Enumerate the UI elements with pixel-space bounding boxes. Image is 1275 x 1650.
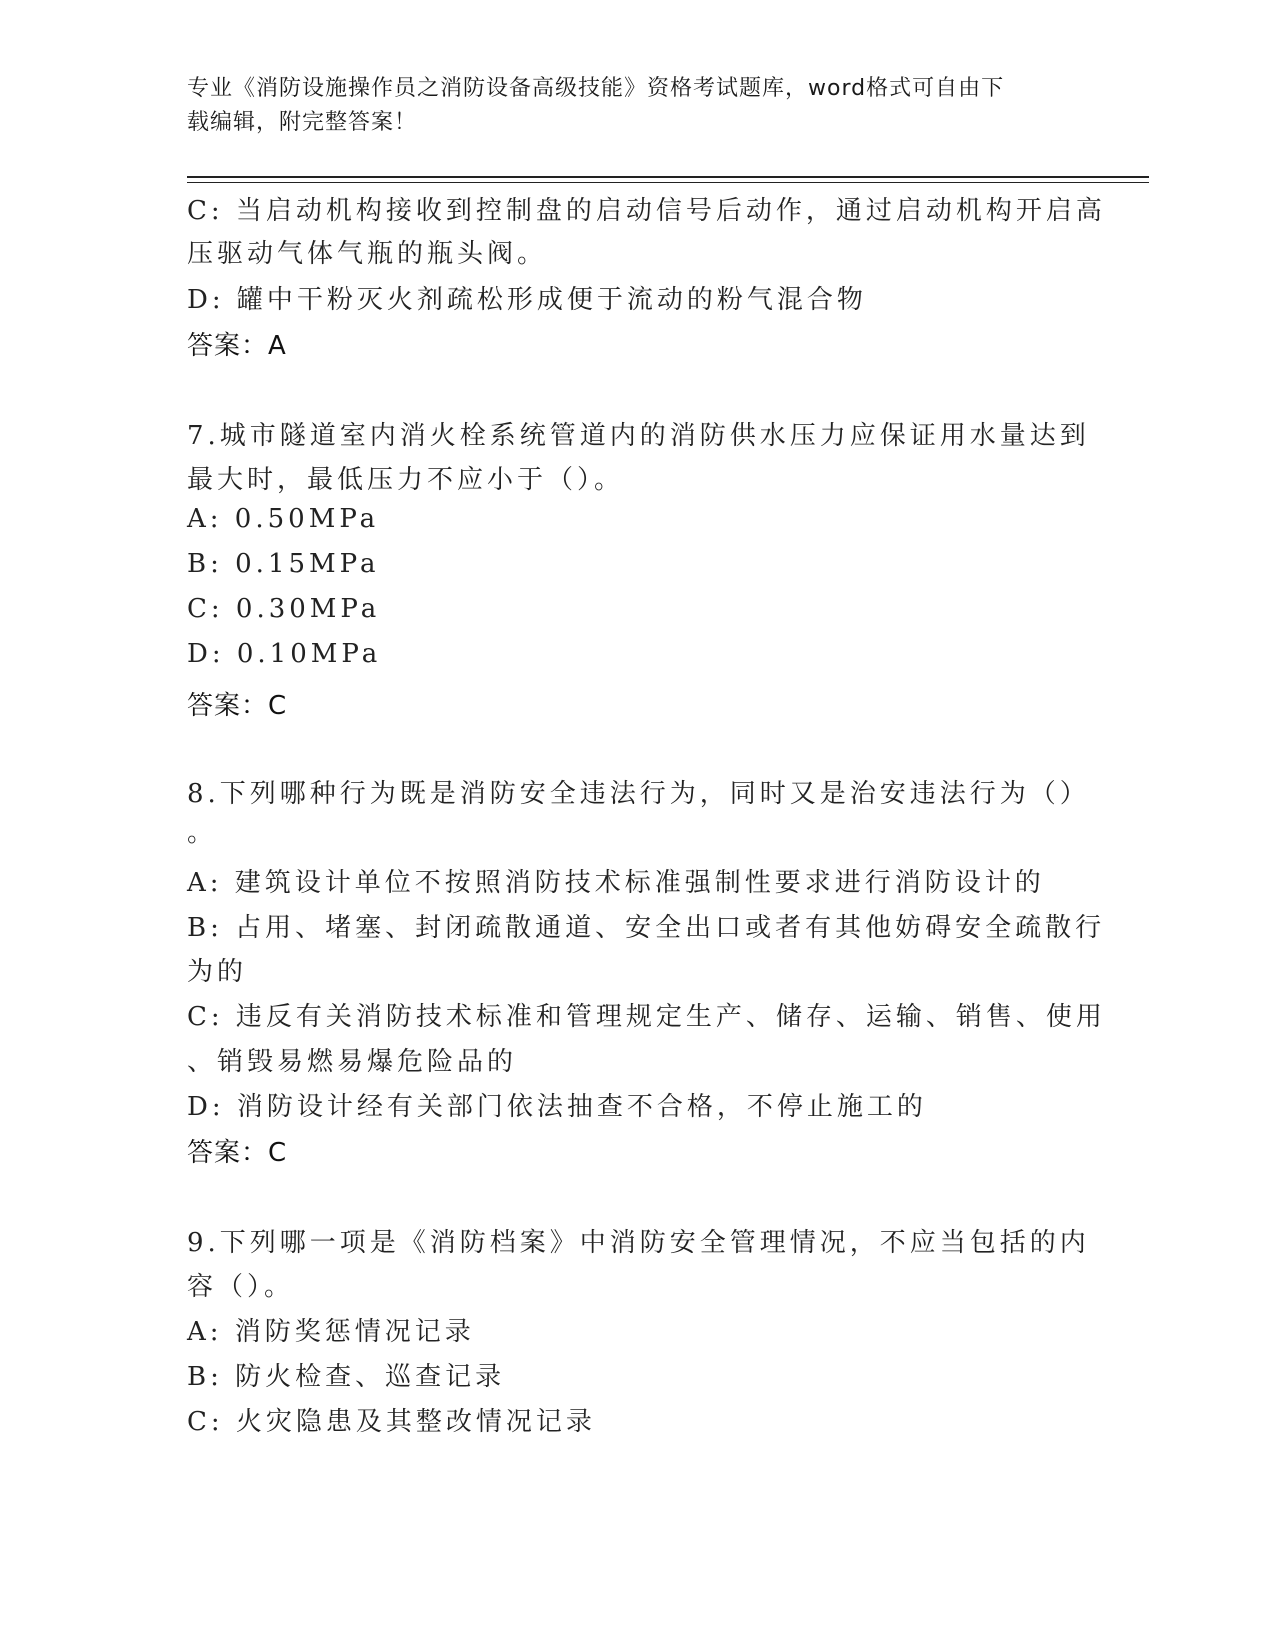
q6-option-c-cont: 压驱动气体气瓶的瓶头阀。 <box>187 239 548 269</box>
q8-option-a: A: 建筑设计单位不按照消防技术标准强制性要求进行消防设计的 <box>187 868 1045 898</box>
q9-option-c: C: 火灾隐患及其整改情况记录 <box>187 1407 596 1437</box>
q8-option-c-cont: 、销毁易燃易爆危险品的 <box>187 1047 518 1077</box>
q7-option-c: C: 0.30MPa <box>187 594 381 624</box>
header-rule-thick <box>187 176 1149 178</box>
q7-stem: 7.城市隧道室内消火栓系统管道内的消防供水压力应保证用水量达到 <box>187 421 1090 451</box>
q7-stem-cont: 最大时，最低压力不应小于（）。 <box>187 465 625 495</box>
q7-answer: 答案：C <box>187 691 288 721</box>
q8-option-c: C: 违反有关消防技术标准和管理规定生产、储存、运输、销售、使用 <box>187 1002 1106 1032</box>
q8-answer: 答案：C <box>187 1138 288 1168</box>
q7-option-b: B: 0.15MPa <box>187 549 380 579</box>
q8-option-d: D: 消防设计经有关部门依法抽查不合格，不停止施工的 <box>187 1092 927 1122</box>
q6-option-d: D: 罐中干粉灭火剂疏松形成便于流动的粉气混合物 <box>187 285 867 315</box>
header-rule-thin <box>187 182 1149 183</box>
q9-stem: 9.下列哪一项是《消防档案》中消防安全管理情况，不应当包括的内 <box>187 1228 1090 1258</box>
q9-stem-cont: 容（）。 <box>187 1272 295 1302</box>
q8-stem-cont: 。 <box>187 818 218 848</box>
q8-stem: 8.下列哪种行为既是消防安全违法行为，同时又是治安违法行为（） <box>187 779 1090 809</box>
q8-option-b: B: 占用、堵塞、封闭疏散通道、安全出口或者有其他妨碍安全疏散行 <box>187 913 1106 943</box>
q9-option-b: B: 防火检查、巡查记录 <box>187 1362 506 1392</box>
document-header <box>187 72 1067 140</box>
q7-option-d: D: 0.10MPa <box>187 639 382 669</box>
q6-option-c: C: 当启动机构接收到控制盘的启动信号后动作，通过启动机构开启高 <box>187 196 1106 226</box>
q6-answer: 答案：A <box>187 331 287 361</box>
header-line-2: 载编辑，附完整答案！ <box>187 110 418 135</box>
q9-option-a: A: 消防奖惩情况记录 <box>187 1317 475 1347</box>
header-line-1: 专业《消防设施操作员之消防设备高级技能》资格考试题库，word格式可自由下 <box>187 76 1005 101</box>
q8-option-b-cont: 为的 <box>187 957 248 987</box>
q7-option-a: A: 0.50MPa <box>187 504 380 534</box>
